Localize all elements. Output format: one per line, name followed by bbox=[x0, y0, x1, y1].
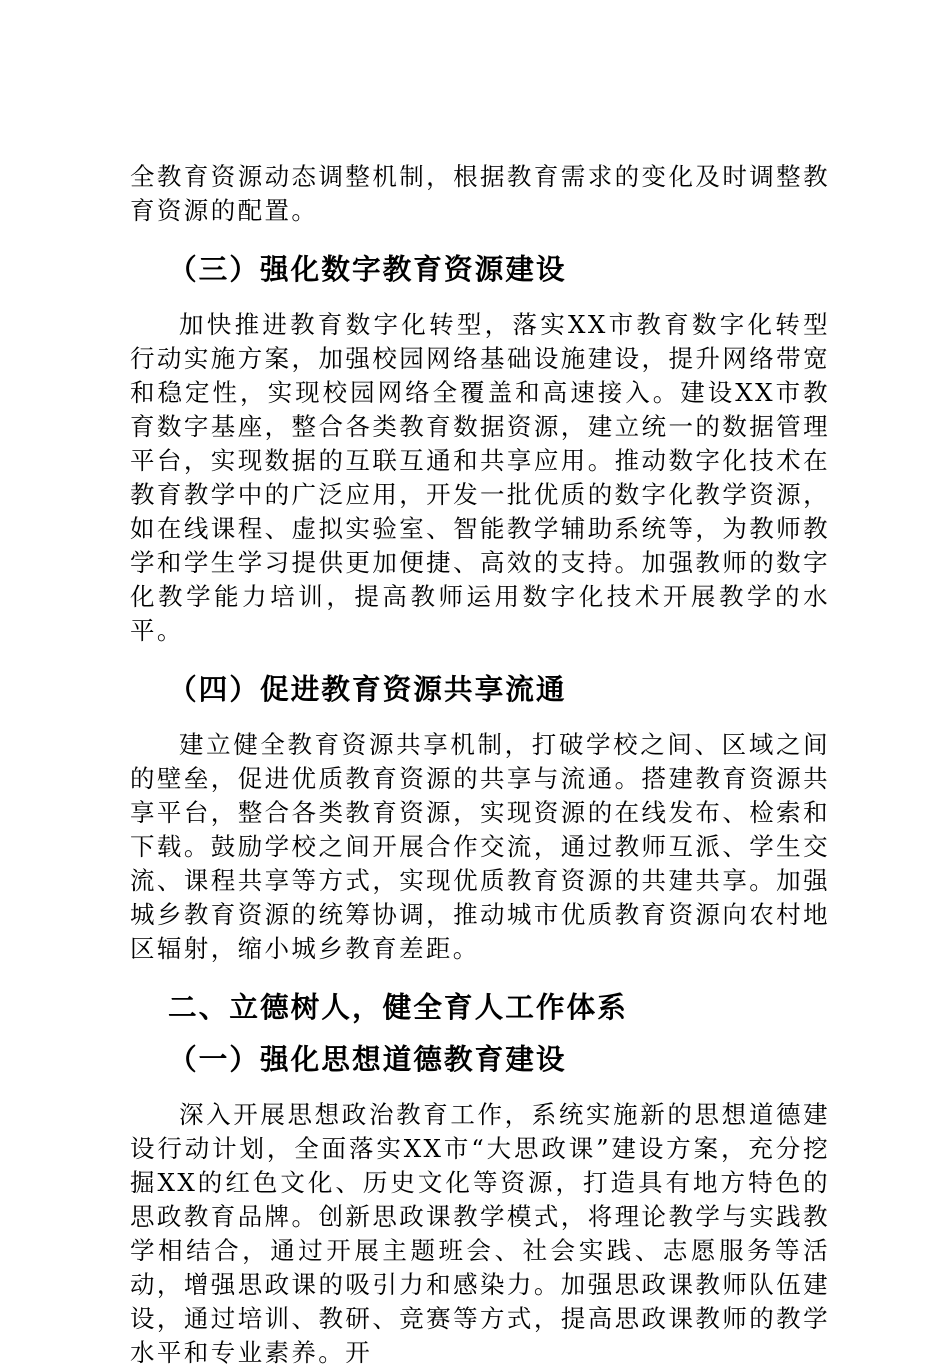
paragraph-resource-sharing: 建立健全教育资源共享机制，打破学校之间、区域之间的壁垒，促进优质教育资源的共享与流通。搭建教育资源共享平台，整合各类教育资源，实现资源的在线发布、检索和下载。鼓励学校之间开展合作交流，通过教师互派、学生交流、课程共享等方式，实现优质教育资源的共建共享。加强城乡教育资源的统筹协调，推动城市优质教育资源向农村地区辐射，缩小城乡教育差距。 bbox=[130, 730, 830, 963]
heading-resource-sharing: （四）促进教育资源共享流通 bbox=[168, 672, 567, 706]
heading-digital-resources: （三）强化数字教育资源建设 bbox=[168, 252, 567, 286]
heading-section-two: 二、立德树人，健全育人工作体系 bbox=[168, 990, 628, 1024]
paragraph-ideological-education: 深入开展思想政治教育工作，系统实施新的思想道德建设行动计划，全面落实XX市“大思政课”建设方案，充分挖掘XX的红色文化、历史文化等资源，打造具有地方特色的思政教育品牌。创新思政课教学模式，将理论教学与实践教学相结合，通过开展主题班会、社会实践、志愿服务等活动，增强思政课的吸引力和感染力。加强思政课教师队伍建设，通过培训、教研、竞赛等方式，提高思政课教师的教学水平和专业素养。开 bbox=[130, 1100, 830, 1367]
paragraph-digital-transformation: 加快推进教育数字化转型，落实XX市教育数字化转型行动实施方案，加强校园网络基础设施建设，提升网络带宽和稳定性，实现校园网络全覆盖和高速接入。建设XX市教育数字基座，整合各类教育数据资源，建立统一的数据管理平台，实现数据的互联互通和共享应用。推动数字化技术在教育教学中的广泛应用，开发一批优质的数字化教学资源，如在线课程、虚拟实验室、智能教学辅助系统等，为教师教学和学生学习提供更加便捷、高效的支持。加强教师的数字化教学能力培训，提高教师运用数字化技术开展教学的水平。 bbox=[130, 310, 830, 645]
paragraph-resource-allocation: 全教育资源动态调整机制，根据教育需求的变化及时调整教育资源的配置。 bbox=[130, 162, 830, 225]
document-body bbox=[130, 160, 830, 1370]
heading-moral-education: （一）强化思想道德教育建设 bbox=[168, 1042, 567, 1076]
